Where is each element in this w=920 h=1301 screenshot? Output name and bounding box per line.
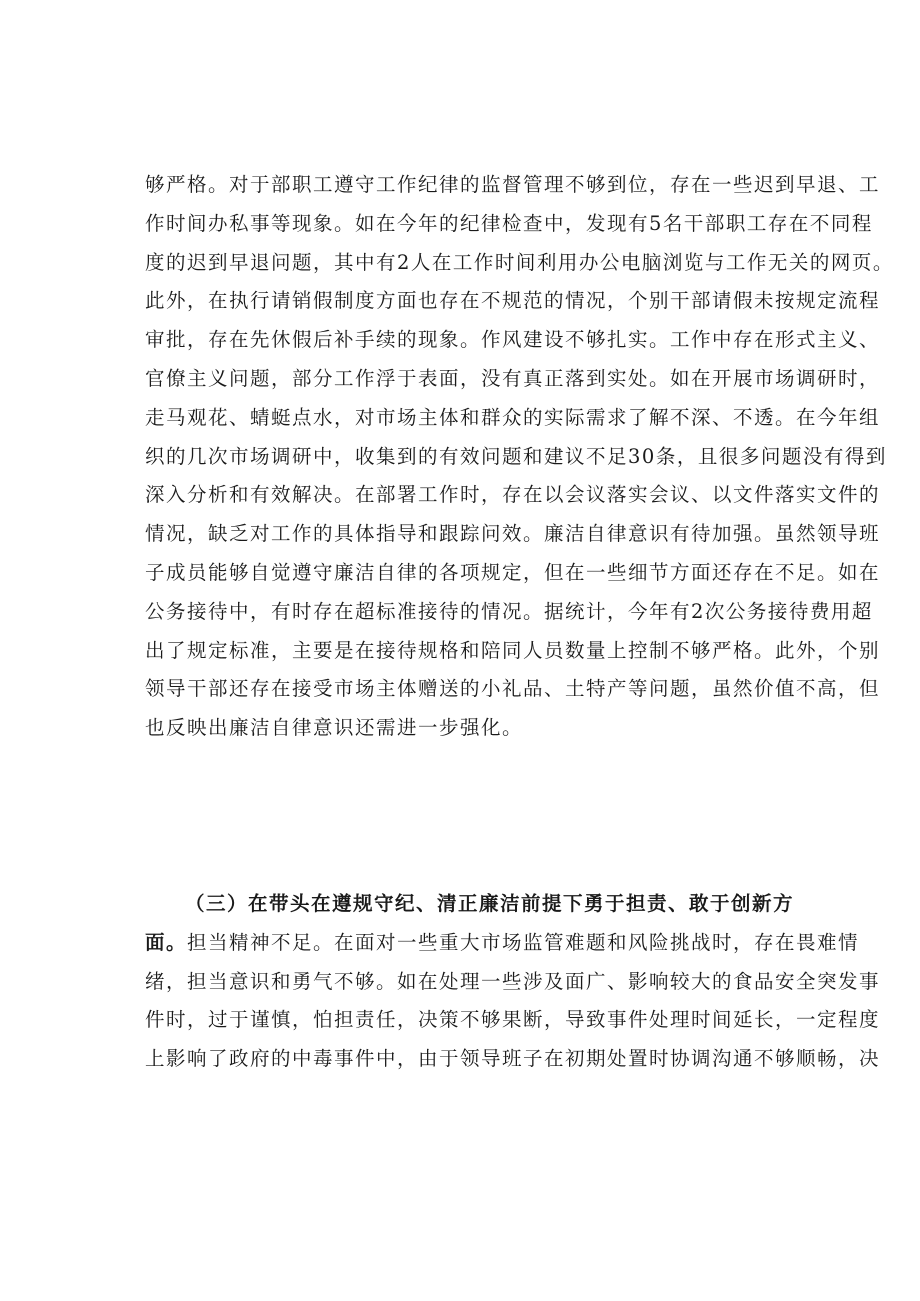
text-line: 公务接待中，有时存在超标准接待的情况。据统计，今年有2次公务接待费用超 (145, 599, 873, 623)
text-line: 情况，缺乏对工作的具体指导和跟踪问效。廉洁自律意识有待加强。虽然领导班 (145, 522, 881, 546)
paragraph-discipline (145, 166, 894, 748)
text-line: 上影响了政府的中毒事件中，由于领导班子在初期处置时协调沟通不够顺畅，决 (145, 1047, 881, 1071)
paragraph-responsibility (145, 885, 881, 1079)
text-fragment: 担当精神不足。在面对一些重大市场监管难题和风险挑战时，存在畏难情 (187, 930, 860, 954)
text-line: 作时间办私事等现象。如在今年的纪律检查中，发现有5名干部职工存在不同程 (145, 211, 873, 235)
text-line: 此外，在执行请销假制度方面也存在不规范的情况，个别干部请假未按规定流程 (145, 289, 881, 313)
text-line: 也反映出廉洁自律意识还需进一步强化。 (145, 716, 524, 740)
section-heading: （三）在带头在遵规守纪、清正廉洁前提下勇于担责、敢于创新方 (185, 892, 795, 915)
text-line: 度的迟到早退问题，其中有2人在工作时间利用办公电脑浏览与工作无关的网页。 (145, 250, 894, 274)
text-line: 织的几次市场调研中，收集到的有效问题和建议不足30条，且很多问题没有得到 (145, 444, 887, 468)
section-heading-end: 面。 (145, 930, 188, 954)
text-line: 件时，过于谨慎，怕担责任，决策不够果断，导致事件处理时间延长，一定程度 (145, 1008, 881, 1032)
text-line: 绪，担当意识和勇气不够。如在处理一些涉及面广、影响较大的食品安全突发事 (145, 969, 881, 993)
text-line: 深入分析和有效解决。在部署工作时，存在以会议落实会议、以文件落实文件的 (145, 483, 881, 507)
text-line: 出了规定标准，主要是在接待规格和陪同人员数量上控制不够严格。此外，个别 (145, 638, 881, 662)
text-line: 官僚主义问题，部分工作浮于表面，没有真正落到实处。如在开展市场调研时， (145, 366, 881, 390)
text-line: 够严格。对于部职工遵守工作纪律的监督管理不够到位，存在一些迟到早退、工 (145, 173, 881, 196)
section-heading-line (145, 885, 825, 924)
text-line: 子成员能够自觉遵守廉洁自律的各项规定，但在一些细节方面还存在不足。如在 (145, 560, 881, 584)
text-line: 审批，存在先休假后补手续的现象。作风建设不够扎实。工作中存在形式主义、 (145, 328, 881, 352)
text-line: 走马观花、蜻蜓点水，对市场主体和群众的实际需求了解不深、不透。在今年组 (145, 405, 881, 429)
text-line: 领导干部还存在接受市场主体赠送的小礼品、土特产等问题，虽然价值不高，但 (145, 677, 881, 701)
text-line (145, 924, 860, 963)
